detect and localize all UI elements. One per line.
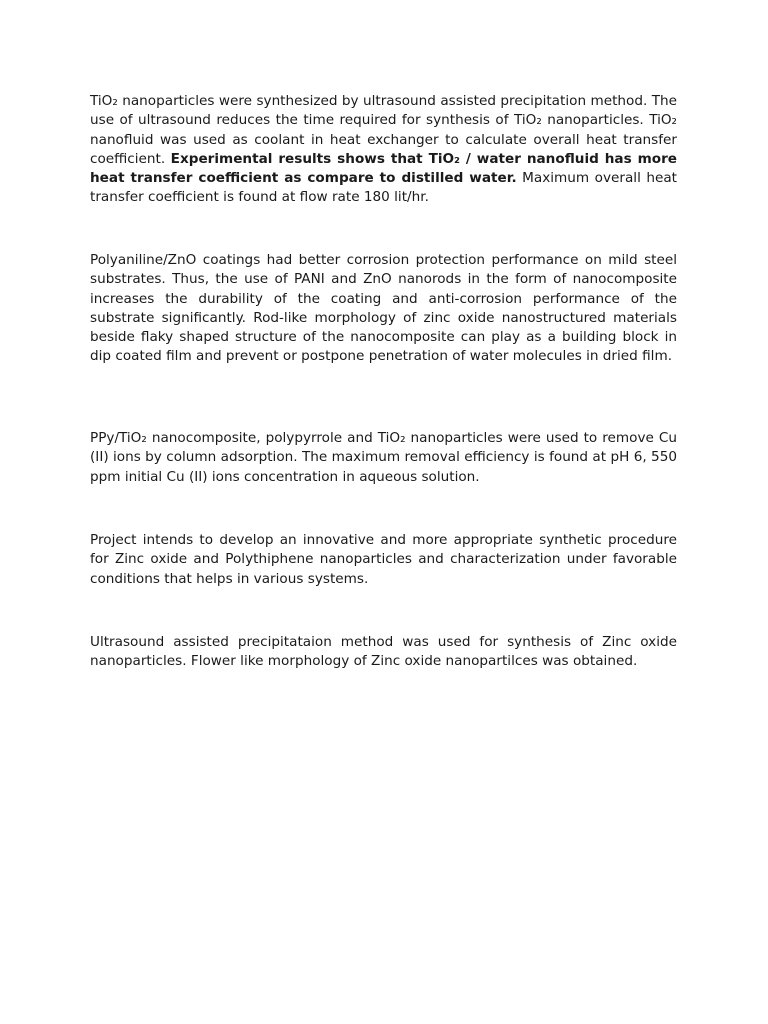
paragraph-text: TiO₂ nanoparticles were synthesized by ultrasound assisted precipitation method. The use of ultrasound reduces the time required for synthesis of TiO₂ nanoparticles. TiO₂ nanofluid was used as coolant in heat exchanger to calculate overall heat transfer coefficient.	[90, 93, 677, 167]
paragraph-text: Maximum overall heat transfer coefficient is found at flow rate 180 lit/hr.	[90, 170, 677, 206]
paragraph-pani-zno-coatings: Polyaniline/ZnO coatings had better corrosion protection performance on mild steel substrates. Thus, the use of PANI and ZnO nanorods in the form of nanocomposite increases the durability of the coating and anti-corrosion performance of the substrate significantly. Rod-like morphology of zinc oxide nanostructured materials beside flaky shaped structure of the nanocomposite can play as a building block in dip coated film and prevent or postpone penetration of water molecules in dried film.	[90, 252, 677, 365]
paragraph-bold-text: Experimental results shows that TiO₂ / water nanofluid has more heat transfer coefficient as compare to distilled water.	[90, 150, 678, 187]
paragraph-tio2-nanofluid	[90, 92, 677, 208]
paragraph-zinc-oxide-synthesis: Ultrasound assisted precipitataion method was used for synthesis of Zinc oxide nanoparticles. Flower like morphology of Zinc oxide nanopartilces was obtained.	[90, 634, 677, 670]
paragraph-ppy-tio2-adsorption: PPy/TiO₂ nanocomposite, polypyrrole and TiO₂ nanoparticles were used to remove Cu (II) ions by column adsorption. The maximum removal efficiency is found at pH 6, 550 ppm initial Cu (II) ions concentration in aqueous solution.	[90, 430, 677, 485]
paragraph-project-intent: Project intends to develop an innovative and more appropriate synthetic procedure for Zinc oxide and Polythiphene nanoparticles and characterization under favorable conditions that helps in various systems.	[90, 532, 677, 587]
